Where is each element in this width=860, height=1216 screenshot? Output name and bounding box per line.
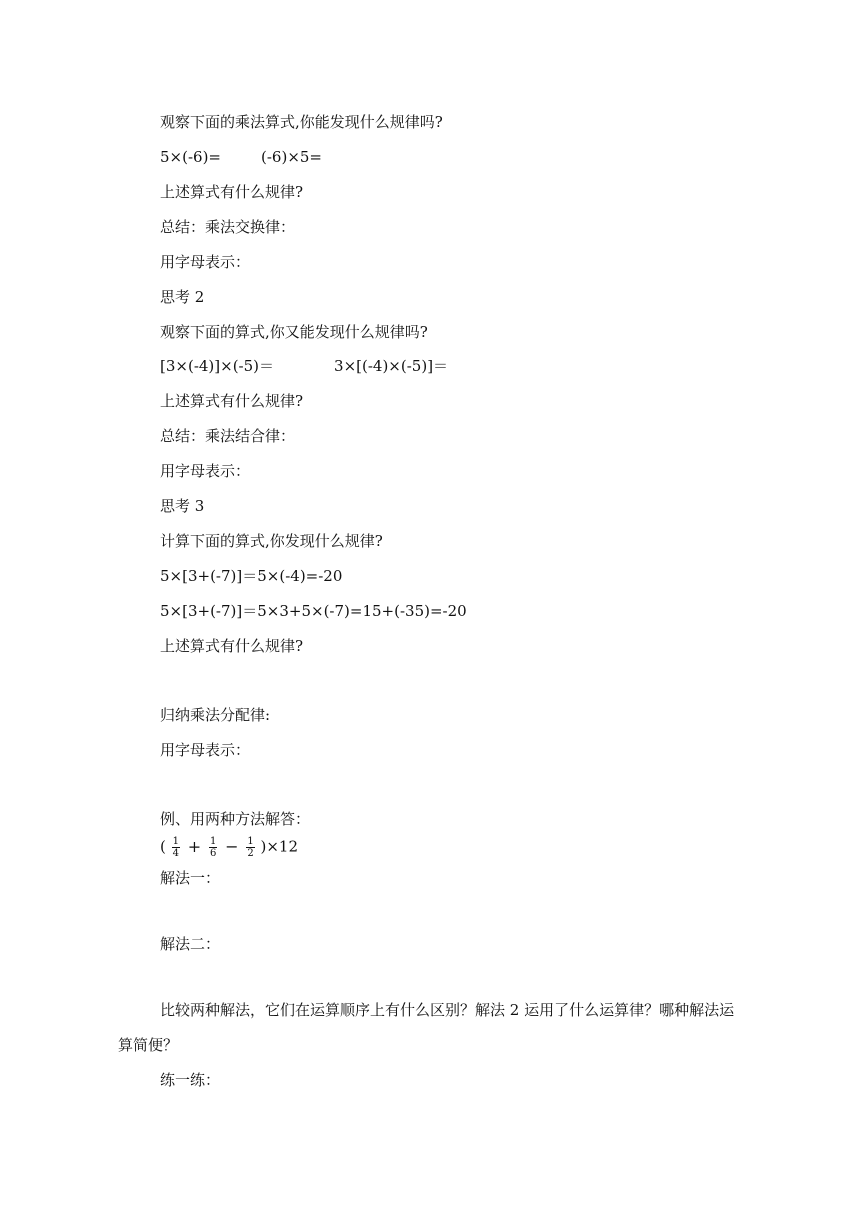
fraction-one-half: $\frac{1}{2}$ [247,836,254,859]
think-2-heading: 思考 2 [160,288,205,306]
distributive-law-summary: 归纳乘法分配律: [160,706,271,724]
solution-method-2: 解法二： [160,935,221,953]
expression-neg6x5: (-6)×5= [261,148,322,166]
question-3-intro: 计算下面的算式,你发现什么规律? [160,532,383,550]
letter-representation-2: 用字母表示： [160,462,251,480]
think-3-heading: 思考 3 [160,497,205,515]
example-heading: 例、用两种方法解答： [160,810,311,828]
fraction-one-quarter: $\frac{1}{4}$ [172,836,180,859]
distributive-expression-1: 5×[3+(-7)]＝5×(-4)=-20 [160,567,343,585]
pattern-question-1: 上述算式有什么规律? [160,183,304,201]
fraction-one-sixth: $\frac{1}{6}$ [209,836,217,859]
question-1-intro: 观察下面的乘法算式,你能发现什么规律吗? [160,113,443,131]
minus-sign: − [225,836,239,856]
times-twelve: )×12 [260,837,298,856]
letter-representation-1: 用字母表示： [160,253,251,271]
expression-grouped-right: 3×[(-4)×(-5)]＝ [334,357,449,375]
practice-heading: 练一练： [160,1071,221,1089]
question-2-intro: 观察下面的算式,你又能发现什么规律吗? [160,323,428,341]
letter-representation-3: 用字母表示： [160,741,251,759]
expression-5x-neg6: 5×(-6)= [160,148,221,166]
distributive-expression-2: 5×[3+(-7)]＝5×3+5×(-7)=15+(-35)=-20 [160,602,467,620]
associative-law-summary: 总结：乘法结合律： [160,427,296,445]
pattern-question-2: 上述算式有什么规律? [160,392,304,410]
plus-sign: + [187,836,202,856]
open-paren: ( [160,837,166,856]
associative-expressions [160,356,448,376]
fraction-expression [160,836,298,859]
commutative-law-summary: 总结：乘法交换律： [160,218,296,236]
pattern-question-3: 上述算式有什么规律? [160,637,304,655]
expression-grouped-left: [3×(-4)]×(-5)＝ [160,357,275,375]
commutative-expressions [160,147,322,167]
comparison-question-line-2: 算简便？ [118,1036,179,1054]
solution-method-1: 解法一： [160,869,221,887]
comparison-question-line-1: 比较两种解法，它们在运算顺序上有什么区别？解法 2 运用了什么运算律？哪种解法运 [160,1001,735,1019]
